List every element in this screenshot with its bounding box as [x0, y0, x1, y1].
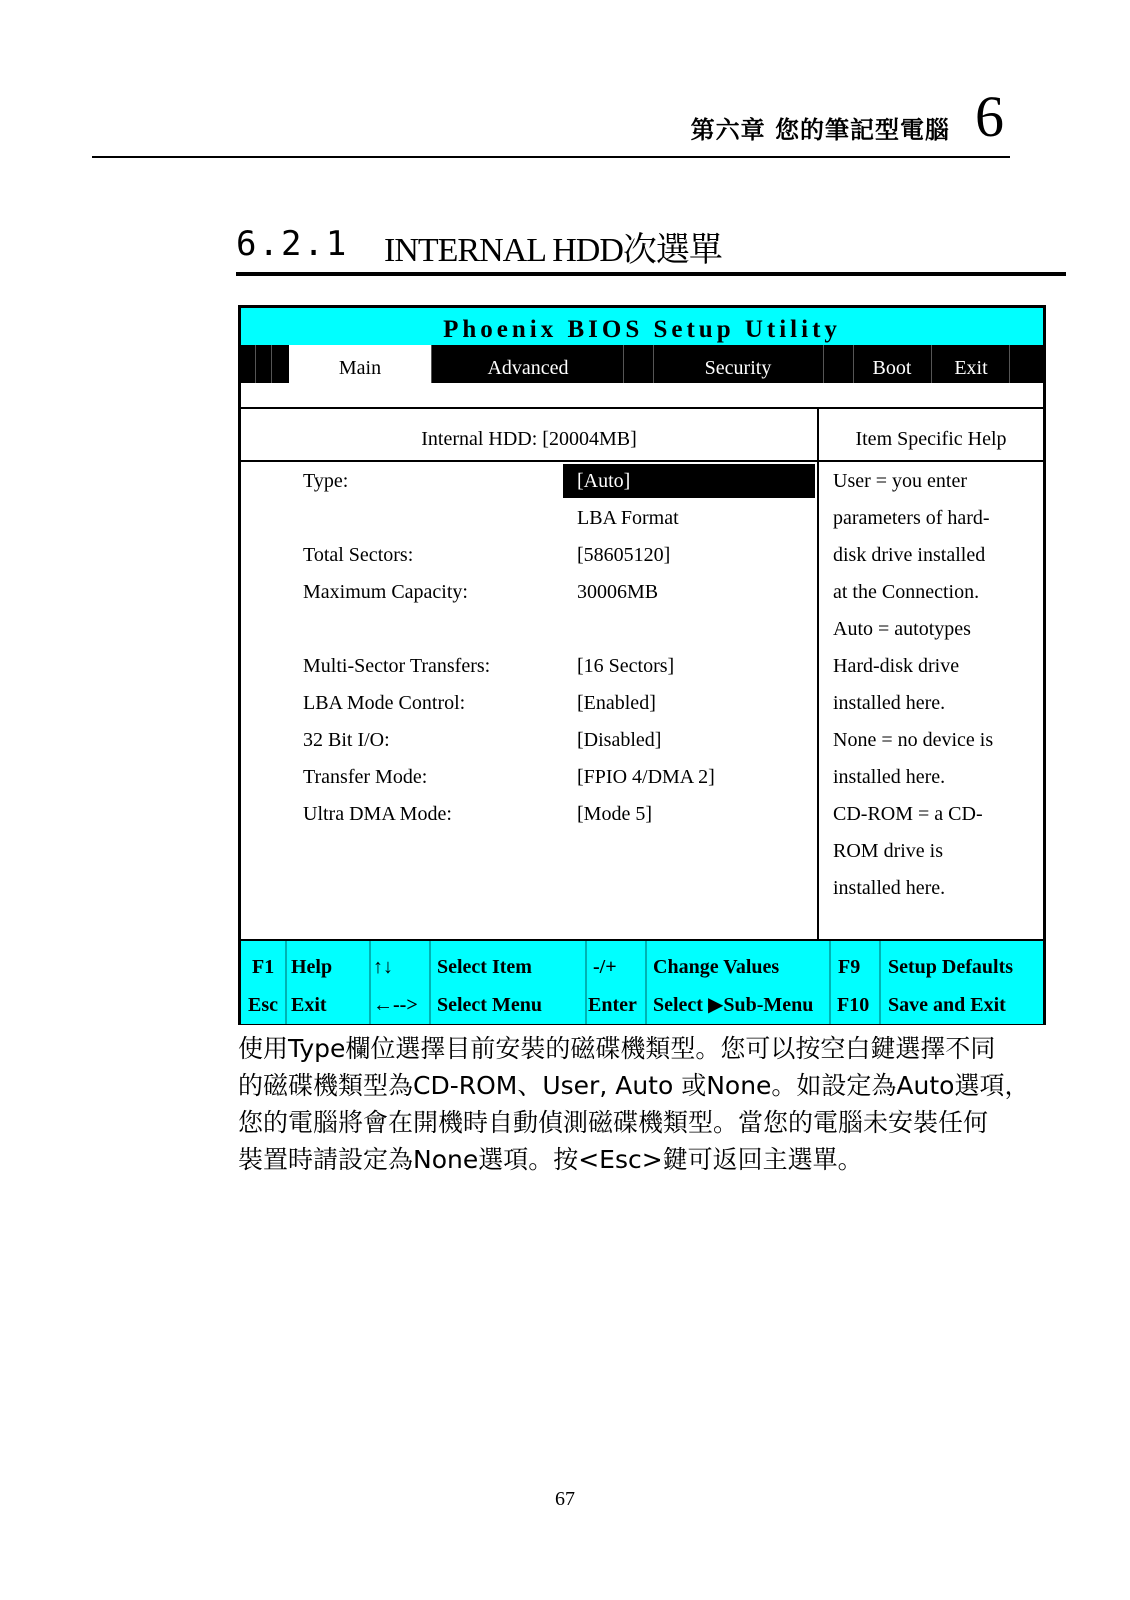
menu-spacer	[241, 383, 1043, 409]
setting-value[interactable]: [Mode 5]	[577, 803, 652, 825]
menu-separator	[625, 345, 654, 383]
help-line: installed here.	[833, 766, 946, 788]
footer-divider	[585, 941, 587, 1024]
action-save-and-exit: Save and Exit	[888, 994, 1006, 1016]
action-select-submenu: Select ▶Sub-Menu	[653, 994, 814, 1016]
action-setup-defaults: Setup Defaults	[888, 956, 1014, 978]
bios-menu-bar	[241, 345, 1043, 383]
action-exit: Exit	[291, 994, 327, 1016]
action-change-values: Change Values	[653, 956, 780, 978]
setting-label: LBA Mode Control:	[303, 692, 466, 714]
menu-tab-main[interactable]: Main	[289, 345, 432, 383]
help-line: at the Connection.	[833, 581, 980, 603]
setting-row-ultra-dma[interactable]	[241, 796, 817, 833]
key-left-right-arrows: ←-->	[373, 994, 418, 1016]
help-line: User = you enter	[833, 470, 968, 492]
setting-label: Maximum Capacity:	[303, 581, 468, 603]
key-f1: F1	[252, 956, 275, 978]
section-heading	[236, 218, 1066, 276]
key-f9: F9	[838, 956, 861, 978]
setting-value: LBA Format	[577, 507, 679, 529]
paragraph-line: 您的電腦將會在開機時自動偵測磁碟機類型。當您的電腦未安裝任何	[238, 1108, 989, 1137]
setting-value[interactable]: [58605120]	[577, 544, 671, 566]
paragraph-line: 的磁碟機類型為CD-ROM、User, Auto 或None。如設定為Auto選項，	[238, 1071, 1030, 1100]
help-line: installed here.	[833, 692, 946, 714]
action-help: Help	[291, 956, 333, 978]
help-line: None = no device is	[833, 729, 994, 751]
body-paragraph	[238, 1030, 1038, 1178]
setting-value-selected[interactable]: [Auto]	[577, 470, 631, 492]
setting-row-lba-mode[interactable]	[241, 685, 817, 722]
help-line: installed here.	[833, 877, 946, 899]
setting-value[interactable]: [Disabled]	[577, 729, 662, 751]
footer-divider	[645, 941, 647, 1024]
footer-divider	[285, 941, 287, 1024]
help-line: Auto = autotypes	[833, 618, 971, 640]
help-line: parameters of hard-	[833, 507, 990, 529]
help-line: disk drive installed	[833, 544, 986, 566]
setting-label: Type:	[303, 470, 349, 492]
menu-tab-security[interactable]: Security	[653, 345, 824, 383]
setting-label: Ultra DMA Mode:	[303, 803, 452, 825]
setting-row-32bit-io[interactable]	[241, 722, 817, 759]
footer-divider	[369, 941, 371, 1024]
footer-divider	[829, 941, 831, 1024]
setting-row-type[interactable]	[241, 463, 817, 500]
setting-label: Total Sectors:	[303, 544, 414, 566]
chapter-number: 6	[975, 84, 1004, 149]
help-line: ROM drive is	[833, 840, 943, 862]
paragraph-line: 使用Type欄位選擇目前安裝的磁碟機類型。您可以按空白鍵選擇不同	[238, 1034, 996, 1063]
setting-value[interactable]: [FPIO 4/DMA 2]	[577, 766, 715, 788]
setting-row-multi-sector[interactable]	[241, 648, 817, 685]
help-title: Item Specific Help	[819, 408, 1043, 462]
running-header	[92, 82, 1010, 158]
panel-title: Internal HDD: [20004MB]	[241, 408, 817, 462]
setting-label: Transfer Mode:	[303, 766, 428, 788]
key-enter: Enter	[588, 994, 637, 1016]
key-legend-footer	[241, 939, 1043, 1024]
page-number: 67	[555, 1488, 575, 1510]
key-minus-plus: -/+	[593, 956, 617, 978]
key-up-down-arrows: ↑↓	[373, 956, 393, 978]
menu-bar-edge	[241, 345, 256, 383]
setting-value[interactable]: [Enabled]	[577, 692, 656, 714]
menu-tab-exit[interactable]: Exit	[933, 345, 1010, 383]
setting-row-total-sectors[interactable]	[241, 537, 817, 574]
section-number: 6.2.1	[236, 224, 349, 264]
setting-value[interactable]: [16 Sectors]	[577, 655, 675, 677]
footer-divider	[429, 941, 431, 1024]
action-select-menu: Select Menu	[437, 994, 542, 1016]
setting-value: 30006MB	[577, 581, 659, 603]
help-line: Hard-disk drive	[833, 655, 960, 677]
menu-tab-advanced[interactable]: Advanced	[433, 345, 624, 383]
section-title: INTERNAL HDD次選單	[384, 232, 722, 269]
setting-label: Multi-Sector Transfers:	[303, 655, 491, 677]
action-select-item: Select Item	[437, 956, 532, 978]
setting-row-max-capacity	[241, 574, 817, 611]
setting-row-lba-format	[241, 500, 817, 537]
panel-divider	[817, 407, 819, 939]
paragraph-line: 裝置時請設定為None選項。按<Esc>鍵可返回主選單。	[238, 1145, 863, 1174]
menu-tab-boot[interactable]: Boot	[853, 345, 932, 383]
chapter-title: 第六章 您的筆記型電腦	[690, 116, 950, 144]
key-esc: Esc	[248, 994, 278, 1016]
help-line: CD-ROM = a CD-	[833, 803, 983, 825]
setting-label: 32 Bit I/O:	[303, 729, 390, 751]
setting-row-transfer-mode[interactable]	[241, 759, 817, 796]
bios-screen	[238, 305, 1046, 1025]
key-f10: F10	[837, 994, 870, 1016]
footer-divider	[879, 941, 881, 1024]
menu-separator	[825, 345, 854, 383]
bios-title: Phoenix BIOS Setup Utility	[241, 308, 1043, 345]
menu-bar-edge	[257, 345, 272, 383]
